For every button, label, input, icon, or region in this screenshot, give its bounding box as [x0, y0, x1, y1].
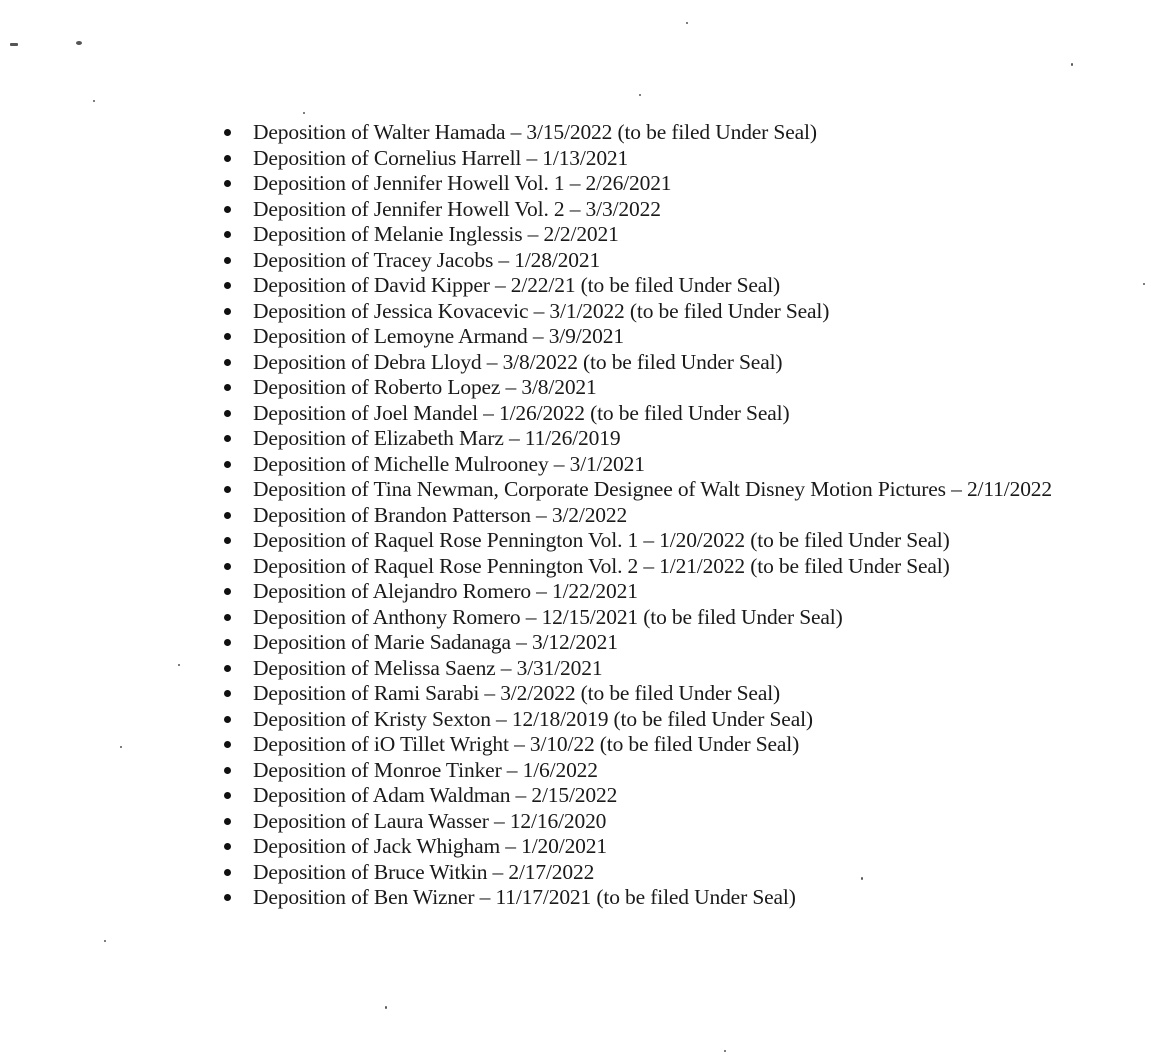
- deposition-entry: Deposition of Brandon Patterson – 3/2/2022: [253, 502, 628, 527]
- deposition-entry: Deposition of Roberto Lopez – 3/8/2021: [253, 375, 597, 399]
- bullet-icon: [224, 333, 231, 340]
- deposition-entry: Deposition of Debra Lloyd – 3/8/2022 (to be filed Under Seal): [253, 349, 783, 374]
- deposition-entry: Deposition of Joel Mandel – 1/26/2022 (to be filed Under Seal): [253, 400, 790, 425]
- deposition-entry: Deposition of Raquel Rose Pennington Vol. 2 – 1/21/2022 (to be filed Under Seal): [253, 553, 950, 578]
- scan-speck: [385, 1006, 387, 1009]
- list-item: [213, 120, 1073, 146]
- deposition-entry: Deposition of Monroe Tinker – 1/6/2022: [253, 757, 598, 782]
- scan-speck: [178, 664, 180, 666]
- list-item: [213, 732, 1073, 758]
- deposition-entry: Deposition of Marie Sadanaga – 3/12/2021: [253, 630, 618, 654]
- bullet-icon: [224, 512, 231, 519]
- scan-speck: [303, 112, 305, 114]
- list-item: [213, 758, 1073, 784]
- bullet-icon: [224, 129, 231, 136]
- list-item: [213, 630, 1073, 656]
- list-item: [213, 707, 1073, 733]
- list-item: [213, 222, 1073, 248]
- scan-speck: [724, 1050, 726, 1052]
- list-item: [213, 554, 1008, 580]
- bullet-icon: [224, 894, 231, 901]
- bullet-icon: [224, 818, 231, 825]
- bullet-icon: [224, 206, 231, 213]
- deposition-entry: Deposition of Jessica Kovacevic – 3/1/2022 (to be filed Under Seal): [253, 298, 830, 323]
- list-item: [213, 375, 1073, 401]
- bullet-icon: [224, 716, 231, 723]
- scan-speck: [76, 41, 82, 45]
- list-item: [213, 656, 1073, 682]
- list-item: [213, 171, 1073, 197]
- deposition-entry: Deposition of Jennifer Howell Vol. 2 – 3/3/2022: [253, 196, 661, 221]
- list-item: [213, 146, 1073, 172]
- deposition-entry: Deposition of Jack Whigham – 1/20/2021: [253, 834, 607, 858]
- deposition-entry: Deposition of Lemoyne Armand – 3/9/2021: [253, 324, 624, 348]
- bullet-icon: [224, 359, 231, 366]
- deposition-entry: Deposition of Tracey Jacobs – 1/28/2021: [253, 247, 601, 272]
- bullet-icon: [224, 792, 231, 799]
- list-item: [213, 834, 1073, 860]
- deposition-entry: Deposition of Bruce Witkin – 2/17/2022: [253, 859, 595, 884]
- bullet-icon: [224, 308, 231, 315]
- bullet-icon: [224, 384, 231, 391]
- deposition-entry: Deposition of David Kipper – 2/22/21 (to be filed Under Seal): [253, 273, 781, 297]
- list-item: [213, 528, 1008, 554]
- deposition-list: [213, 120, 1073, 911]
- deposition-entry: Deposition of Walter Hamada – 3/15/2022 (to be filed Under Seal): [253, 120, 817, 144]
- bullet-icon: [224, 665, 231, 672]
- bullet-icon: [224, 486, 231, 493]
- deposition-entry: Deposition of Tina Newman, Corporate Designee of Walt Disney Motion Pictures – 2/11/2022: [253, 477, 1052, 501]
- scan-speck: [1143, 283, 1145, 285]
- list-item: [213, 503, 1073, 529]
- deposition-entry: Deposition of Michelle Mulrooney – 3/1/2021: [253, 451, 645, 476]
- list-item: [213, 860, 1073, 886]
- bullet-icon: [224, 563, 231, 570]
- bullet-icon: [224, 435, 231, 442]
- list-item: [213, 401, 1073, 427]
- list-item: [213, 324, 1073, 350]
- bullet-icon: [224, 180, 231, 187]
- scan-speck: [10, 43, 18, 46]
- deposition-entry: Deposition of Anthony Romero – 12/15/2021 (to be filed Under Seal): [253, 604, 843, 629]
- list-item: [213, 197, 1073, 223]
- deposition-entry: Deposition of Cornelius Harrell – 1/13/2021: [253, 145, 629, 170]
- bullet-icon: [224, 231, 231, 238]
- bullet-icon: [224, 639, 231, 646]
- deposition-entry: Deposition of Melanie Inglessis – 2/2/2021: [253, 222, 619, 246]
- list-item: [213, 885, 1073, 911]
- scan-speck: [1071, 63, 1073, 66]
- bullet-icon: [224, 588, 231, 595]
- bullet-icon: [224, 767, 231, 774]
- bullet-icon: [224, 410, 231, 417]
- scan-speck: [120, 746, 122, 748]
- bullet-icon: [224, 282, 231, 289]
- deposition-entry: Deposition of Jennifer Howell Vol. 1 – 2/26/2021: [253, 171, 672, 195]
- list-item: [213, 452, 1073, 478]
- list-item: [213, 681, 1073, 707]
- bullet-icon: [224, 155, 231, 162]
- scan-speck: [639, 94, 641, 96]
- deposition-entry: Deposition of Kristy Sexton – 12/18/2019 (to be filed Under Seal): [253, 706, 813, 731]
- bullet-icon: [224, 869, 231, 876]
- deposition-entry: Deposition of Alejandro Romero – 1/22/2021: [253, 579, 638, 603]
- list-item: [213, 579, 1073, 605]
- bullet-icon: [224, 614, 231, 621]
- list-item: [213, 273, 1073, 299]
- list-item: [213, 809, 1073, 835]
- list-item: [213, 299, 1073, 325]
- bullet-icon: [224, 461, 231, 468]
- bullet-icon: [224, 741, 231, 748]
- deposition-entry: Deposition of Ben Wizner – 11/17/2021 (to be filed Under Seal): [253, 885, 796, 909]
- list-item: [213, 605, 1073, 631]
- deposition-entry: Deposition of Rami Sarabi – 3/2/2022 (to be filed Under Seal): [253, 681, 781, 705]
- bullet-icon: [224, 690, 231, 697]
- scan-speck: [93, 100, 95, 102]
- deposition-entry: Deposition of Adam Waldman – 2/15/2022: [253, 783, 618, 807]
- scan-speck: [686, 22, 688, 24]
- list-item: [213, 350, 1073, 376]
- scan-speck: [104, 940, 106, 942]
- bullet-icon: [224, 257, 231, 264]
- deposition-entry: Deposition of Melissa Saenz – 3/31/2021: [253, 655, 603, 680]
- bullet-icon: [224, 843, 231, 850]
- deposition-entry: Deposition of Raquel Rose Pennington Vol. 1 – 1/20/2022 (to be filed Under Seal): [253, 528, 950, 552]
- list-item: [213, 477, 1053, 503]
- list-item: [213, 426, 1073, 452]
- deposition-entry: Deposition of Elizabeth Marz – 11/26/2019: [253, 426, 621, 450]
- list-item: [213, 783, 1073, 809]
- bullet-icon: [224, 537, 231, 544]
- deposition-entry: Deposition of iO Tillet Wright – 3/10/22 (to be filed Under Seal): [253, 732, 800, 756]
- deposition-entry: Deposition of Laura Wasser – 12/16/2020: [253, 808, 607, 833]
- list-item: [213, 248, 1073, 274]
